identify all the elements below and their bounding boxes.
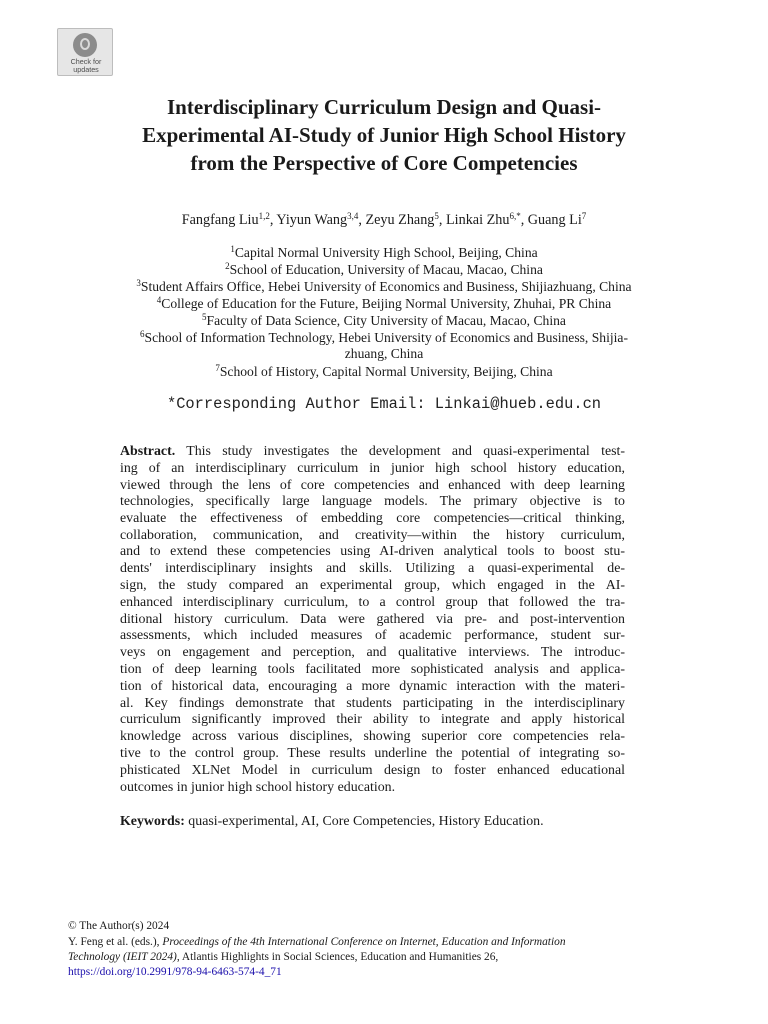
keywords-text: quasi-experimental, AI, Core Competencies, History Education. xyxy=(184,814,544,829)
author-name: Guang Li xyxy=(527,212,582,228)
citation-proceedings-short: Technology (IEIT 2024) xyxy=(68,951,177,963)
citation-proceedings: Proceedings of the 4th International Conference on Internet, Education and Information xyxy=(162,936,566,948)
abstract-line: outcomes in junior high school history education. xyxy=(120,780,396,795)
author-affiliation-mark: 3,4 xyxy=(347,211,359,221)
citation-line-1 xyxy=(68,935,566,949)
abstract-line: viewed through the lens of core competencies and enhanced with deep learning xyxy=(120,478,625,493)
affiliation-mark: 4 xyxy=(156,295,162,305)
affiliation xyxy=(0,364,768,381)
abstract-line: knowledge across various disciplines, showing superior core competencies rela- xyxy=(120,729,625,744)
abstract-label: Abstract. xyxy=(120,444,176,459)
affiliation-text: School of Education, University of Macau, Macao, China xyxy=(229,262,543,277)
affiliation-mark: 2 xyxy=(225,261,230,271)
keywords-line xyxy=(120,814,625,831)
abstract-line: al. Key findings demonstrate that students participating in the interdisciplinary xyxy=(120,696,625,711)
affiliation-text: Capital Normal University High School, Beijing, China xyxy=(234,245,538,260)
doi-link[interactable]: https://doi.org/10.2991/978-94-6463-574-4_71 xyxy=(68,966,282,978)
citation-series: , Atlantis Highlights in Social Sciences, Education and Humanities 26, xyxy=(176,951,499,963)
affiliation xyxy=(0,313,768,330)
paper-title-line-1: Interdisciplinary Curriculum Design and Quasi- xyxy=(166,95,602,119)
author-affiliation-mark: 1,2 xyxy=(258,211,270,221)
abstract-line: tion of historical data, encouraging a more dynamic interaction with the materi- xyxy=(120,679,625,694)
author-separator: , xyxy=(520,212,528,228)
check-for-updates-icon xyxy=(73,33,97,57)
affiliation-mark: 7 xyxy=(215,363,220,373)
affiliation-text: School of History, Capital Normal University, Beijing, China xyxy=(219,364,553,379)
abstract-line: collaboration, communication, and creativity—within the history curriculum, xyxy=(120,528,625,543)
author-affiliation-mark: 7 xyxy=(581,211,587,221)
author-list xyxy=(0,212,768,229)
affiliation xyxy=(0,296,768,313)
abstract-line: ditional history curriculum. Data were gathered via pre- and post-intervention xyxy=(120,612,625,627)
abstract-line: sign, the study compared an experimental group, which engaged in the AI- xyxy=(120,578,625,593)
check-for-updates-badge[interactable] xyxy=(57,28,113,76)
abstract-line: tion of deep learning tools facilitated more sophisticated analysis and applica- xyxy=(120,662,625,677)
affiliation-mark: 3 xyxy=(136,278,141,288)
affiliation xyxy=(0,262,768,279)
author-separator: , xyxy=(269,212,277,228)
badge-label: Check for updates xyxy=(70,57,102,74)
author-name: Yiyun Wang xyxy=(276,212,348,228)
author-separator: , xyxy=(438,212,446,228)
citation-editors: Y. Feng et al. (eds.), xyxy=(68,936,163,948)
author-name: Fangfang Liu xyxy=(181,212,259,228)
citation-line-2 xyxy=(68,950,498,964)
abstract-line: enhanced interdisciplinary curriculum, to a control group that followed the tra- xyxy=(120,595,625,610)
author-affiliation-mark: 6,* xyxy=(509,211,521,221)
abstract-text: This study investigates the development and quasi-experimental test- xyxy=(175,444,625,459)
author-separator: , xyxy=(358,212,366,228)
affiliation xyxy=(0,279,768,296)
affiliation xyxy=(0,245,768,262)
abstract-line: and to extend these competencies using AI-driven analytical tools to boost stu- xyxy=(120,544,625,559)
abstract-line: tive to the control group. These results underline the potential of integrating so- xyxy=(120,746,625,761)
affiliation-text: Faculty of Data Science, City University of Macau, Macao, China xyxy=(206,313,566,328)
affiliation-text: School of Information Technology, Hebei University of Economics and Business, Shijia- xyxy=(144,330,628,345)
abstract-line: assessments, which included measures of academic performance, student sur- xyxy=(120,628,625,643)
affiliation-text: College of Education for the Future, Beijing Normal University, Zhuhai, PR China xyxy=(161,296,612,311)
keywords-label: Keywords: xyxy=(120,814,185,829)
affiliation xyxy=(0,346,768,363)
abstract-line: veys on engagement and perception, and qualitative interviews. The introduc- xyxy=(120,645,625,660)
author-name: Linkai Zhu xyxy=(446,212,510,228)
abstract-line: dents' interdisciplinary insights and skills. Utilizing a quasi-experimental de- xyxy=(120,561,625,576)
abstract-line: curriculum significantly improved their ability to integrate and apply historical xyxy=(120,712,625,727)
paper-title-line-3: from the Perspective of Core Competencies xyxy=(190,151,578,175)
paper-title-line-2: Experimental AI-Study of Junior High School History xyxy=(142,123,626,147)
author-name: Zeyu Zhang xyxy=(365,212,435,228)
abstract-line: technologies, specifically large language models. The primary objective is to xyxy=(120,494,625,509)
affiliation-mark: 1 xyxy=(230,244,235,254)
affiliation-mark: 5 xyxy=(202,312,207,322)
abstract-line: ing of an interdisciplinary curriculum in junior high school history education, xyxy=(120,461,625,476)
abstract-line: evaluate the effectiveness of embedding core competencies—critical thinking, xyxy=(120,511,625,526)
author-affiliation-mark: 5 xyxy=(434,211,439,221)
corresponding-author-email: *Corresponding Author Email: Linkai@hueb.edu.cn xyxy=(166,395,602,413)
copyright-notice: © The Author(s) 2024 xyxy=(68,920,170,932)
affiliation-mark: 6 xyxy=(140,329,145,339)
affiliation-text: Student Affairs Office, Hebei University of Economics and Business, Shijiazhuang, China xyxy=(140,279,632,294)
abstract-line xyxy=(120,444,625,461)
affiliation xyxy=(0,330,768,347)
affiliation-text: zhuang, China xyxy=(344,346,424,361)
abstract-line: phisticated XLNet Model in curriculum design to foster enhanced educational xyxy=(120,763,625,778)
